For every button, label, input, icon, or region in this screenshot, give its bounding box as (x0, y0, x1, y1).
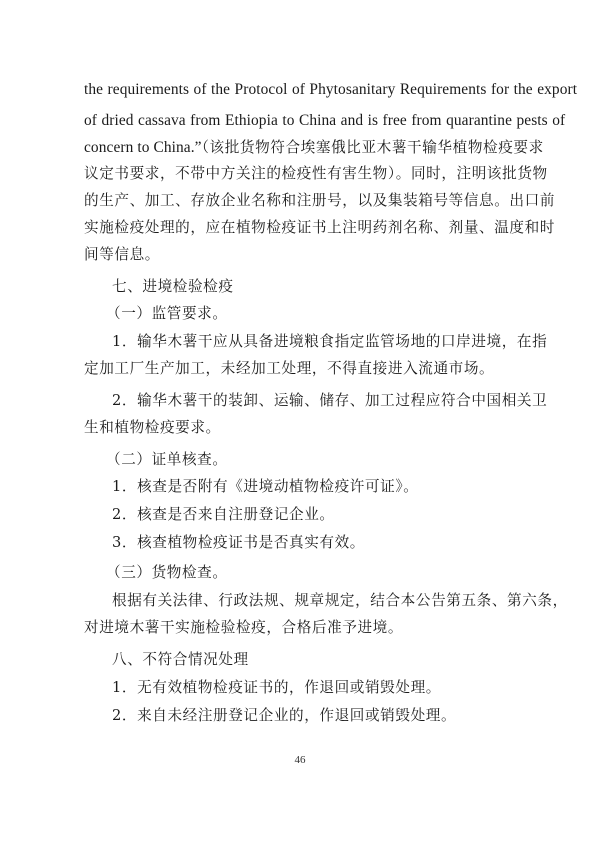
page-number: 46 (294, 754, 306, 766)
text-line: of dried cassava from Ethiopia to China and is free from quarantine pests of (84, 112, 566, 129)
list-item: 2．来自未经注册登记企业的，作退回或销毁处理。 (112, 707, 457, 724)
text-fragment-chinese: （该批货物符合埃塞俄比亚木薯干输华植物检疫要求 (201, 139, 544, 156)
text-line: 1．输华木薯干应从具备进境粮食指定监管场地的口岸进境，在指 (112, 333, 548, 350)
text-line: 根据有关法律、行政法规、规章规定，结合本公告第五条、第六条， (112, 592, 568, 609)
text-line: 生和植物检疫要求。 (84, 419, 221, 436)
text-fragment-english: concern to China.” (84, 139, 202, 156)
text-line: the requirements of the Protocol of Phytosanitary Requirements for the export (84, 81, 578, 98)
text-line: 实施检疫处理的，应在植物检疫证书上注明药剂名称、剂量、温度和时 (84, 219, 556, 236)
text-line: 2．输华木薯干的装卸、运输、储存、加工过程应符合中国相关卫 (112, 392, 548, 409)
list-item: 3．核查植物检疫证书是否真实有效。 (112, 534, 365, 551)
section-heading: 七、进境检验检疫 (112, 278, 234, 295)
subsection-heading: （二）证单核查。 (106, 451, 228, 468)
text-line (84, 137, 544, 159)
list-item: 1．核查是否附有《进境动植物检疫许可证》。 (112, 478, 419, 495)
text-line: 的生产、加工、存放企业名称和注册号，以及集装箱号等信息。出口前 (84, 192, 556, 209)
subsection-heading: （一）监管要求。 (106, 305, 228, 322)
text-line: 对进境木薯干实施检验检疫，合格后准予进境。 (84, 619, 404, 636)
list-item: 1．无有效植物检疫证书的，作退回或销毁处理。 (112, 679, 441, 696)
text-line: 议定书要求，不带中方关注的检疫性有害生物）。同时，注明该批货物 (84, 165, 548, 182)
list-item: 2．核查是否来自注册登记企业。 (112, 506, 335, 523)
text-line: 定加工厂生产加工，未经加工处理，不得直接进入流通市场。 (84, 360, 495, 377)
section-heading: 八、不符合情况处理 (112, 651, 249, 668)
text-line: 间等信息。 (84, 246, 160, 263)
subsection-heading: （三）货物检查。 (106, 564, 228, 581)
